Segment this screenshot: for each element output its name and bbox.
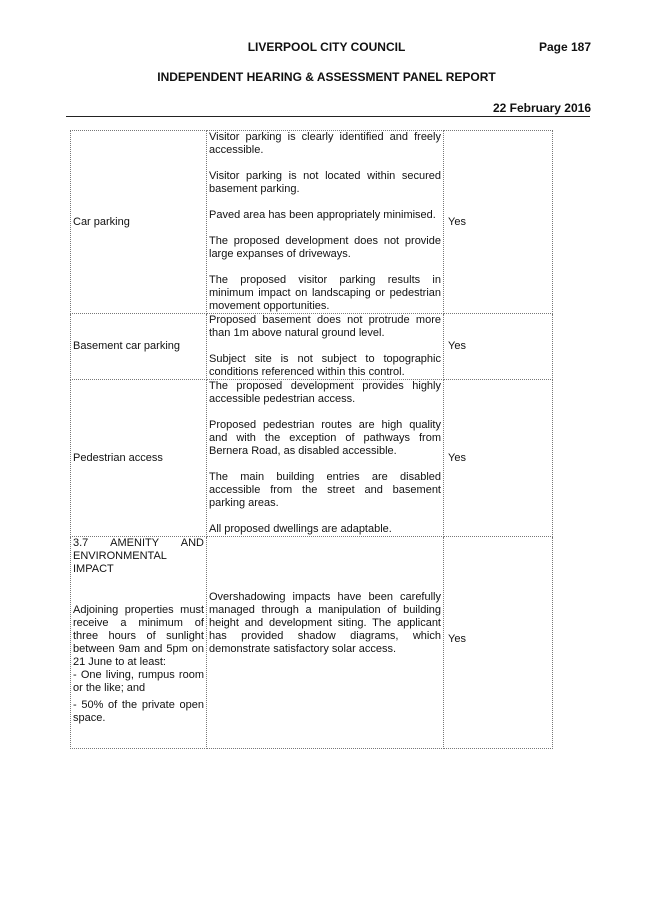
comment-cell [207,314,444,380]
control-cell: Basement car parking [71,314,207,380]
comment-cell [207,380,444,537]
comment-paragraph: Overshadowing impacts have been carefully managed through a manipulation of building height and development siting. The applicant has provided shadow diagrams, which demonstrate satisfactory solar access. [209,591,441,655]
compliance-cell: Yes [444,314,553,380]
comment-paragraph: The proposed development does not provide large expanses of driveways. [209,235,441,260]
comment-paragraph: The proposed visitor parking results in minimum impact on landscaping or pedestrian movement opportunities. [209,274,441,312]
comment-paragraph: The proposed development provides highly accessible pedestrian access. [209,380,441,405]
council-name: LIVERPOOL CITY COUNCIL [247,40,406,54]
control-cell: Car parking [71,131,207,314]
control-cell [71,537,207,749]
compliance-cell: Yes [444,131,553,314]
comment-paragraph: Visitor parking is not located within secured basement parking. [209,170,441,195]
table-row-pedestrian-access [71,380,553,537]
compliance-cell: Yes [444,380,553,537]
requirement-item: - 50% of the private open space. [73,699,204,724]
table-row-amenity [71,537,553,749]
comment-paragraph: Subject site is not subject to topographic conditions referenced within this control. [209,353,441,378]
comment-paragraph: Visitor parking is clearly identified and freely accessible. [209,131,441,156]
report-date: 22 February 2016 [492,101,591,115]
comment-paragraph: Proposed basement does not protrude more than 1m above natural ground level. [209,314,441,339]
control-cell: Pedestrian access [71,380,207,537]
comment-paragraph: Paved area has been appropriately minimised. [209,209,436,221]
comment-paragraph: All proposed dwellings are adaptable. [209,523,392,535]
table-row-basement-car-parking [71,314,553,380]
section-heading: 3.7 AMENITY AND ENVIRONMENTAL IMPACT [73,537,204,575]
requirement-text: Adjoining properties must receive a minimum of three hours of sunlight between 9am and 5pm on 21 June to at least: [73,604,204,668]
comment-paragraph: The main building entries are disabled accessible from the street and basement parking areas. [209,471,441,509]
comment-paragraph: Proposed pedestrian routes are high quality and with the exception of pathways from Bernera Road, as disabled accessible. [209,419,441,457]
comment-cell [207,131,444,314]
compliance-cell: Yes [444,537,553,749]
header-divider [66,116,590,117]
requirement-item: - One living, rumpus room or the like; and [73,669,204,694]
compliance-table [70,130,553,749]
report-title: INDEPENDENT HEARING & ASSESSMENT PANEL REPORT [157,70,496,84]
comment-cell [207,537,444,749]
page-number: Page 187 [538,40,591,54]
table-row-car-parking [71,131,553,314]
